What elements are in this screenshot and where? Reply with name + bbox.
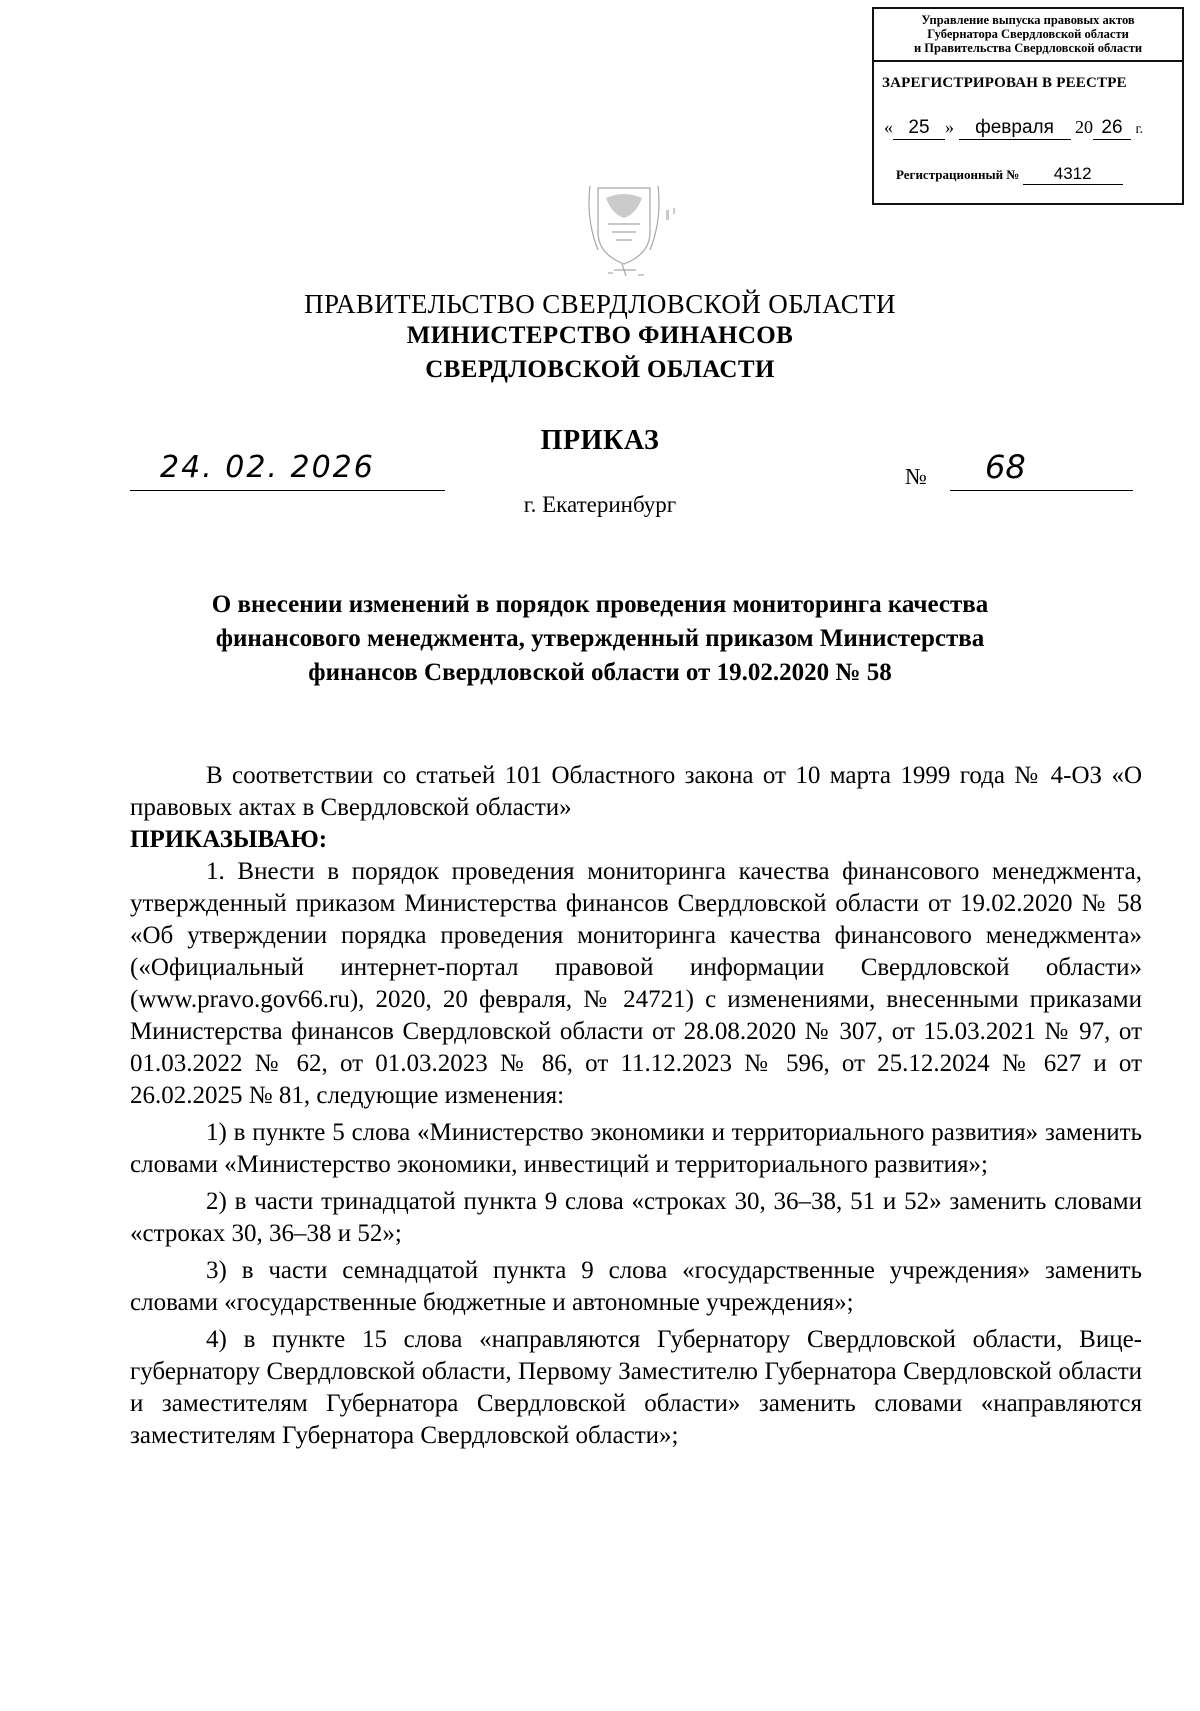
coat-of-arms-emblem-icon <box>578 180 708 280</box>
ministry-title-line2: СВЕРДЛОВСКОЙ ОБЛАСТИ <box>425 356 775 383</box>
stamp-header <box>874 9 1182 62</box>
order-number-line <box>950 490 1133 491</box>
subitem-2-paragraph: 2) в части тринадцатой пункта 9 слова «строках 30, 36–38, 51 и 52» заменить словами «строках 30, 36–38 и 52»; <box>130 1188 1142 1247</box>
document-type: ПРИКАЗ <box>540 425 660 456</box>
ministry-title-line1: МИНИСТЕРСТВО ФИНАНСОВ <box>406 322 794 349</box>
order-date-line <box>130 490 445 491</box>
subject-line: финансового менеджмента, утвержденный приказом Министерства <box>215 625 985 652</box>
subitem-4-paragraph: 4) в пункте 15 слова «направляются Губернатору Свердловской области, Вице-губернатору Свердловской области, Первому Заместителю Губернатора Свердловской области и заместителям Губернатора Свердловской области» заменить словами «направляются заместителям Губернатора Свердловской области»; <box>130 1326 1142 1449</box>
order-number-label: № <box>905 464 927 489</box>
stamp-header-line: и Правительства Свердловской области <box>913 41 1143 55</box>
order-subject <box>150 588 1050 690</box>
stamp-date <box>884 117 1143 140</box>
stamp-reg-label: Регистрационный № <box>896 167 1020 182</box>
stamp-header-line: Управление выпуска правовых актов <box>921 13 1135 27</box>
stamp-header-line: Губернатора Свердловской области <box>927 27 1129 41</box>
order-date-handwritten: 24. 02. 2026 <box>160 450 375 485</box>
government-title: ПРАВИТЕЛЬСТВО СВЕРДЛОВСКОЙ ОБЛАСТИ <box>304 289 896 319</box>
order-number-handwritten: 68 <box>985 448 1026 486</box>
city: г. Екатеринбург <box>523 492 677 517</box>
stamp-date-year-suffix: 26 <box>1093 117 1131 140</box>
order-body <box>130 760 1142 1452</box>
stamp-date-year-prefix: 20 <box>1075 117 1093 137</box>
stamp-reg-number: 4312 <box>1023 164 1123 185</box>
stamp-date-quote-close: » <box>945 117 954 137</box>
order-word: ПРИКАЗЫВАЮ: <box>130 826 328 853</box>
stamp-registered-label: ЗАРЕГИСТРИРОВАН В РЕЕСТРЕ <box>882 75 1127 91</box>
subject-line: О внесении изменений в порядок проведения мониторинга качества <box>211 591 989 618</box>
subitem-1-paragraph: 1) в пункте 5 слова «Министерство экономики и территориального развития» заменить словами «Министерство экономики, инвестиций и территориального развития»; <box>130 1119 1142 1178</box>
stamp-date-year-unit: г. <box>1135 122 1144 137</box>
stamp-date-day: 25 <box>893 117 945 140</box>
stamp-reg-number-row <box>896 164 1123 185</box>
registry-stamp <box>872 7 1184 205</box>
subject-line: финансов Свердловской области от 19.02.2020 № 58 <box>308 659 892 686</box>
subitem-3-paragraph: 3) в части семнадцатой пункта 9 слова «государственные учреждения» заменить словами «государственные бюджетные и автономные учреждения»; <box>130 1257 1142 1316</box>
preamble-paragraph: В соответствии со статьей 101 Областного закона от 10 марта 1999 года № 4-ОЗ «О правовых актах в Свердловской области» <box>130 762 1142 821</box>
item-1-paragraph: 1. Внести в порядок проведения мониторинга качества финансового менеджмента, утвержденный приказом Министерства финансов Свердловской области от 19.02.2020 № 58 «Об утверждении порядка проведения мониторинга качества финансового менеджмента» («Официальный интернет-портал правовой информации Свердловской области» (www.pravo.gov66.ru), 2020, 20 февраля, № 24721) с изменениями, внесенными приказами Министерства финансов Свердловской области от 28.08.2020 № 307, от 15.03.2021 № 97, от 01.03.2022 № 62, от 01.03.2023 № 86, от 11.12.2023 № 596, от 25.12.2024 № 627 и от 26.02.2025 № 81, следующие изменения: <box>130 858 1142 1109</box>
stamp-date-month: февраля <box>959 117 1071 140</box>
stamp-date-quote-open: « <box>884 117 893 137</box>
